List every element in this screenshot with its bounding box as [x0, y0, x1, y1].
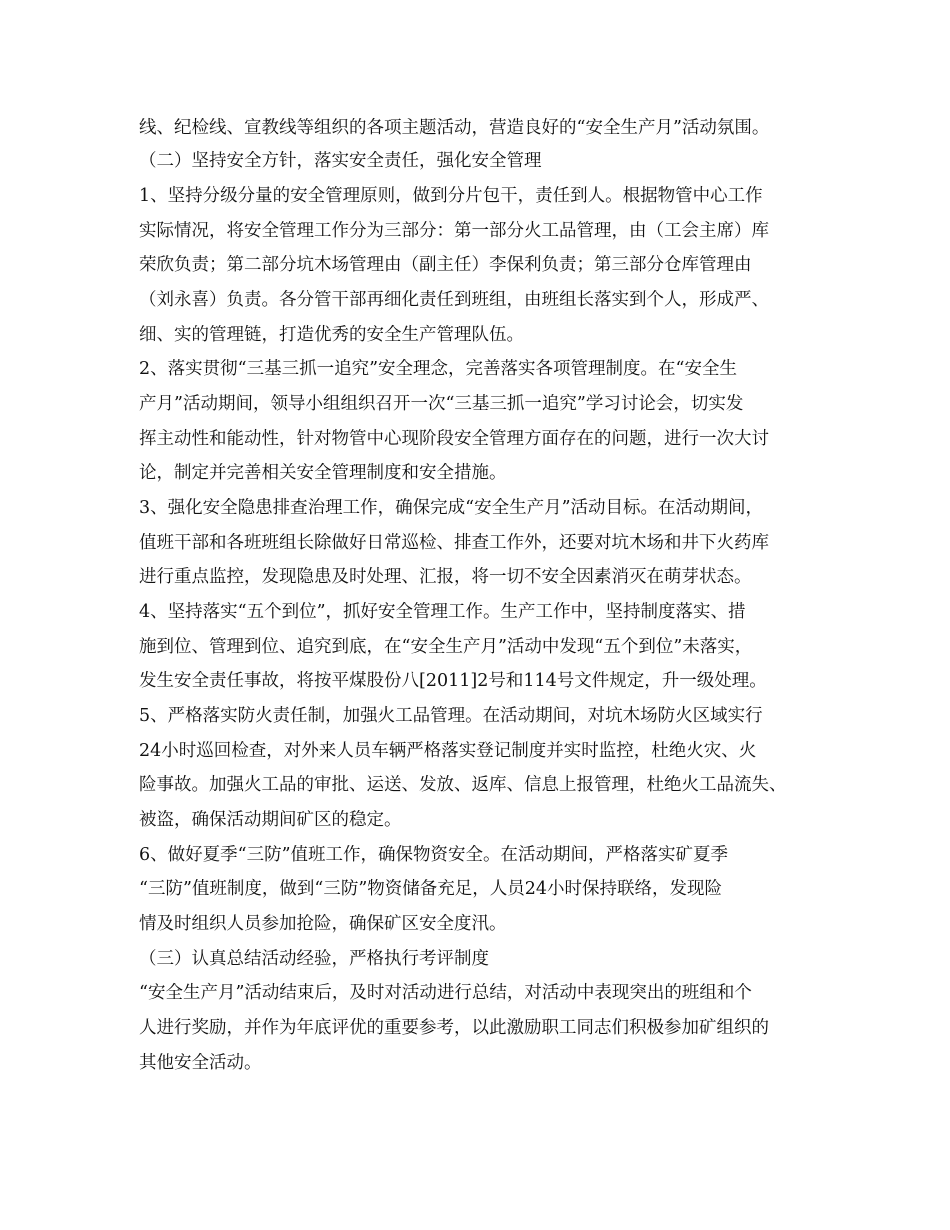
- text-line-13: 值班干部和各班班组长除做好日常巡检、排查工作外，还要对坑木场和井下火药库: [139, 533, 769, 553]
- text-line-14: 进行重点监控，发现隐患及时处理、汇报，将一切不安全因素消灭在萌芽状态。: [139, 567, 752, 587]
- text-line-8: 2、落实贯彻“三基三抓一追究”安全理念，完善落实各项管理制度。在“安全生: [139, 359, 737, 379]
- text-line-21: 被盗，确保活动期间矿区的稳定。: [139, 810, 402, 830]
- text-line-7: 细、实的管理链，打造优秀的安全生产管理队伍。: [139, 325, 524, 345]
- text-line-20: 险事故。加强火工品的审批、运送、发放、返库、信息上报管理，杜绝火工品流失、: [139, 775, 787, 795]
- text-line-17: 发生安全责任事故，将按平煤股份八[2011]2号和114号文件规定，升一级处理。: [139, 671, 767, 691]
- text-line-4: 实际情况，将安全管理工作分为三部分：第一部分火工品管理，由（工会主席）库: [139, 221, 769, 241]
- text-line-1: 线、纪检线、宣教线等组织的各项主题活动，营造良好的“安全生产月”活动氛围。: [139, 118, 770, 138]
- text-line-3: 1、坚持分级分量的安全管理原则，做到分片包干，责任到人。根据物管中心工作: [139, 186, 763, 206]
- text-line-6: （刘永喜）负责。各分管干部再细化责任到班组，由班组长落实到个人，形成严、: [139, 290, 769, 310]
- text-line-16: 施到位、管理到位、追究到底，在“安全生产月”活动中发现“五个到位”未落实，: [139, 637, 753, 657]
- text-line-19: 24小时巡回检查，对外来人员车辆严格落实登记制度并实时监控，杜绝火灾、火: [139, 741, 757, 761]
- text-line-10: 挥主动性和能动性，针对物管中心现阶段安全管理方面存在的问题，进行一次大讨: [139, 429, 769, 449]
- text-line-27: 人进行奖励，并作为年底评优的重要参考，以此激励职工同志们积极参加矿组织的: [139, 1018, 769, 1038]
- text-line-18: 5、严格落实防火责任制，加强火工品管理。在活动期间，对坑木场防火区域实行: [139, 706, 763, 726]
- text-line-5: 荣欣负责；第二部分坑木场管理由（副主任）李保利负责；第三部分仓库管理由: [139, 255, 752, 275]
- text-line-11: 论，制定并完善相关安全管理制度和安全措施。: [139, 463, 507, 483]
- text-line-15: 4、坚持落实“五个到位”，抓好安全管理工作。生产工作中，坚持制度落实、措: [139, 602, 746, 622]
- text-line-26: “安全生产月”活动结束后，及时对活动进行总结，对活动中表现突出的班组和个: [139, 983, 752, 1003]
- text-line-22: 6、做好夏季“三防”值班工作，确保物资安全。在活动期间，严格落实矿夏季: [139, 845, 729, 865]
- section-heading-2: （二）坚持安全方针，落实安全责任，强化安全管理: [139, 151, 542, 171]
- section-heading-3: （三）认真总结活动经验，严格执行考评制度: [139, 949, 489, 969]
- text-line-12: 3、强化安全隐患排查治理工作，确保完成“安全生产月”活动目标。在活动期间，: [139, 498, 764, 518]
- text-line-23: “三防”值班制度，做到“三防”物资储备充足，人员24小时保持联络，发现险: [139, 879, 723, 899]
- text-line-28: 其他安全活动。: [139, 1053, 262, 1073]
- text-line-24: 情及时组织人员参加抢险，确保矿区安全度汛。: [139, 914, 507, 934]
- text-line-9: 产月”活动期间，领导小组组织召开一次“三基三抓一追究”学习讨论会，切实发: [139, 394, 744, 414]
